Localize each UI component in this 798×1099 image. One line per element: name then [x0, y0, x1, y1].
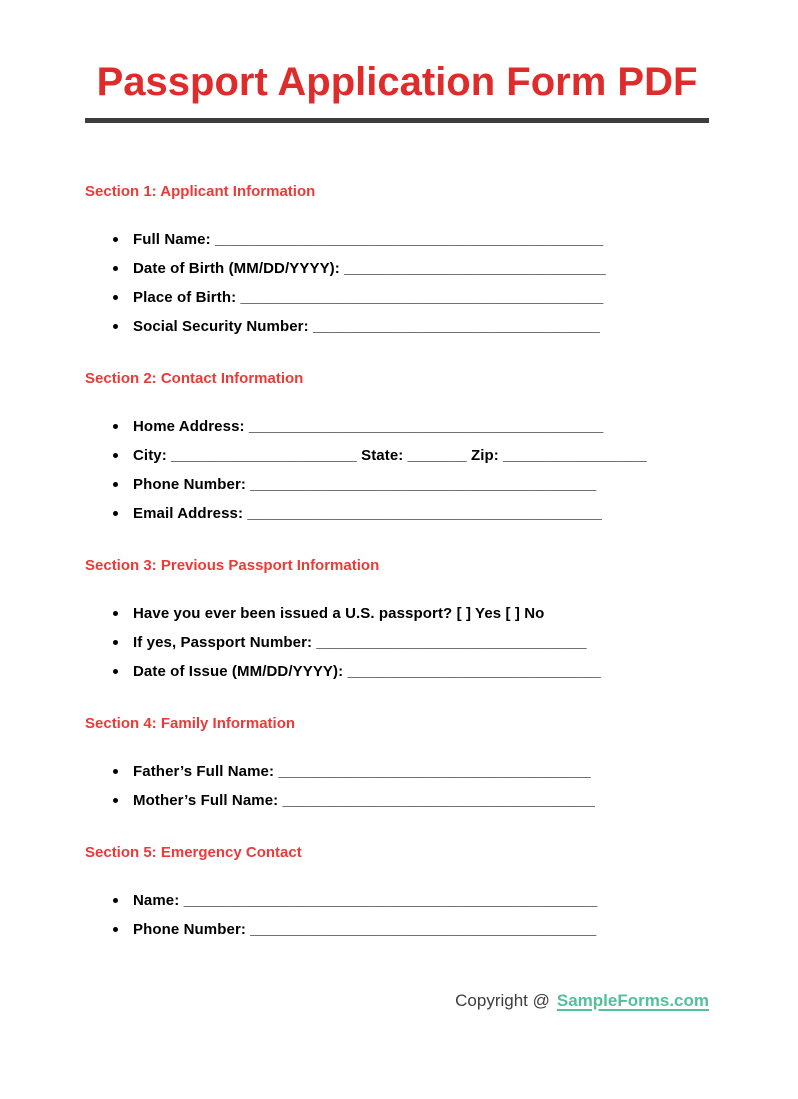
form-field-full-name: Full Name: ______________________________________________ — [85, 231, 709, 249]
form-field-passport-number: If yes, Passport Number: ________________________________ — [85, 634, 709, 652]
section-heading: Section 2: Contact Information — [85, 370, 304, 387]
field-list — [85, 892, 709, 939]
section-heading: Section 1: Applicant Information — [85, 183, 316, 200]
section-family-information — [85, 715, 709, 810]
copyright-text: Copyright @ — [455, 991, 550, 1010]
field-list — [85, 418, 709, 523]
section-applicant-information — [85, 183, 709, 336]
form-field-emergency-phone: Phone Number: _________________________________________ — [85, 921, 709, 939]
form-field-mother-full-name: Mother’s Full Name: _____________________________________ — [85, 792, 709, 810]
field-list — [85, 605, 709, 681]
form-field-ssn: Social Security Number: __________________________________ — [85, 318, 709, 336]
form-field-date-of-issue: Date of Issue (MM/DD/YYYY): ______________________________ — [85, 663, 709, 681]
form-field-father-full-name: Father’s Full Name: _____________________________________ — [85, 763, 709, 781]
footer — [85, 990, 709, 1012]
form-field-emergency-name: Name: _________________________________________________ — [85, 892, 709, 910]
section-contact-information — [85, 370, 709, 523]
section-heading: Section 4: Family Information — [85, 715, 296, 732]
section-heading: Section 5: Emergency Contact — [85, 844, 302, 861]
form-field-phone-number: Phone Number: _________________________________________ — [85, 476, 709, 494]
section-heading: Section 3: Previous Passport Information — [85, 557, 380, 574]
form-field-date-of-birth: Date of Birth (MM/DD/YYYY): _______________________________ — [85, 260, 709, 278]
document-page — [0, 58, 798, 1099]
form-field-passport-issued-question: Have you ever been issued a U.S. passport? [ ] Yes [ ] No — [85, 605, 709, 623]
form-field-city-state-zip: City: ______________________ State: _______ Zip: _________________ — [85, 447, 709, 465]
form-field-email-address: Email Address: __________________________________________ — [85, 505, 709, 523]
form-field-place-of-birth: Place of Birth: ___________________________________________ — [85, 289, 709, 307]
field-list — [85, 763, 709, 810]
page-title: Passport Application Form PDF — [96, 60, 698, 104]
title-divider — [85, 118, 709, 123]
section-emergency-contact — [85, 844, 709, 939]
field-list — [85, 231, 709, 336]
sampleforms-link[interactable]: SampleForms.com — [556, 991, 709, 1010]
form-field-home-address: Home Address: __________________________________________ — [85, 418, 709, 436]
section-previous-passport-information — [85, 557, 709, 681]
